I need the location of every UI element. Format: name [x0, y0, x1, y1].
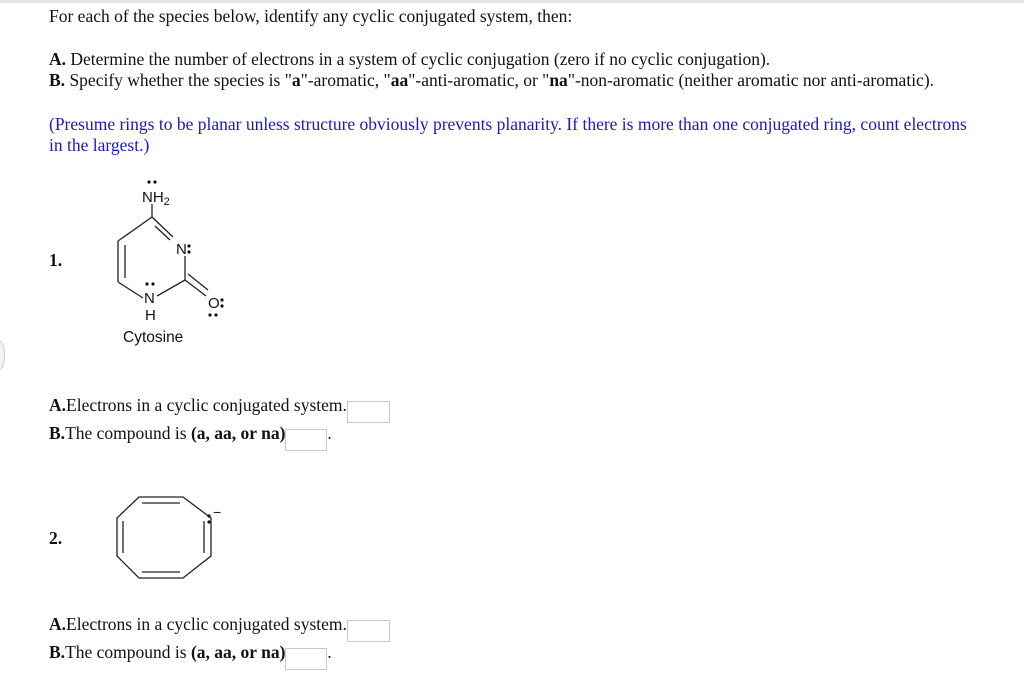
period: .: [327, 642, 332, 662]
instruction-a: [49, 49, 979, 70]
lone-pair-dot: [220, 298, 223, 301]
question-b-label: B.: [49, 423, 66, 443]
option-na: na: [549, 70, 568, 90]
question-a-label: A.: [49, 395, 67, 415]
negative-charge: −: [213, 504, 222, 520]
molecule-name: Cytosine: [123, 329, 184, 346]
problem-1-question-a: [49, 395, 390, 423]
period: .: [327, 423, 332, 443]
option-a: a: [291, 70, 301, 90]
bond: [185, 280, 206, 296]
lone-pair-dot: [187, 244, 190, 247]
instruction-b-text: "-aromatic, ": [300, 70, 391, 90]
ring-nh-hydrogen-label: H: [145, 307, 156, 324]
bond: [118, 217, 152, 241]
aromaticity-input-1[interactable]: [285, 429, 327, 451]
problem-2-question-b: [49, 642, 332, 670]
instruction-b: [49, 70, 944, 91]
question-a-label: A.: [49, 614, 67, 634]
cytosine-structure: [100, 178, 250, 348]
lone-pair-dot: [207, 520, 210, 523]
lone-pair-dot: [214, 313, 217, 316]
aromaticity-input-2[interactable]: [285, 648, 327, 670]
instruction-a-text: Determine the number of electrons in a system of cyclic conjugation (zero if no cyclic conjugation).: [66, 49, 771, 69]
bond: [188, 274, 208, 290]
problem-2-number: 2.: [49, 528, 63, 548]
problem-1-number: 1.: [49, 250, 63, 270]
planarity-note: (Presume rings to be planar unless structure obviously prevents planarity. If there is more than one conjugated ring, count electrons in the largest.): [49, 114, 967, 155]
scroll-edge-handle: [0, 340, 5, 370]
electron-count-input-1[interactable]: [347, 401, 390, 423]
question-b-options: (a, aa, or na): [190, 423, 286, 443]
lone-pair-dot: [187, 250, 190, 253]
lone-pair-dot: [208, 313, 211, 316]
lone-pair-dot: [153, 180, 156, 183]
question-b-options: (a, aa, or na): [190, 642, 286, 662]
instruction-b-label: B.: [49, 70, 66, 90]
amine-label: $NH_2$: [142, 189, 170, 208]
question-a-text: Electrons in a cyclic conjugated system.: [66, 614, 347, 634]
cyclooctatetraenyl-anion-structure: [110, 490, 240, 590]
top-divider: [0, 0, 1024, 3]
problem-2-question-a: [49, 614, 390, 642]
intro-text: For each of the species below, identify any cyclic conjugated system, then:: [49, 6, 573, 26]
electron-count-input-2[interactable]: [347, 620, 390, 642]
question-b-label: B.: [49, 642, 66, 662]
lone-pair-dot: [145, 282, 148, 285]
instruction-b-text: Specify whether the species is ": [65, 70, 292, 90]
bond: [118, 282, 143, 298]
octagon-ring: [117, 497, 211, 578]
ring-nh-nitrogen-label: N: [144, 290, 155, 307]
ring-nitrogen-label: N: [176, 241, 187, 258]
option-aa: aa: [390, 70, 409, 90]
instruction-b-text: "-anti-aromatic, or ": [408, 70, 550, 90]
problem-1-question-b: [49, 423, 332, 451]
question-b-text: The compound is: [65, 642, 191, 662]
instruction-b-text: "-non-aromatic (neither aromatic nor anti-aromatic).: [567, 70, 935, 90]
question-b-text: The compound is: [65, 423, 191, 443]
lone-pair-dot: [220, 304, 223, 307]
bond: [155, 226, 170, 240]
bond: [157, 280, 185, 296]
oxygen-label: O: [208, 295, 220, 312]
lone-pair-dot: [151, 282, 154, 285]
instruction-a-label: A.: [49, 49, 67, 69]
lone-pair-dot: [147, 180, 150, 183]
question-a-text: Electrons in a cyclic conjugated system.: [66, 395, 347, 415]
lone-pair-dot: [207, 514, 210, 517]
